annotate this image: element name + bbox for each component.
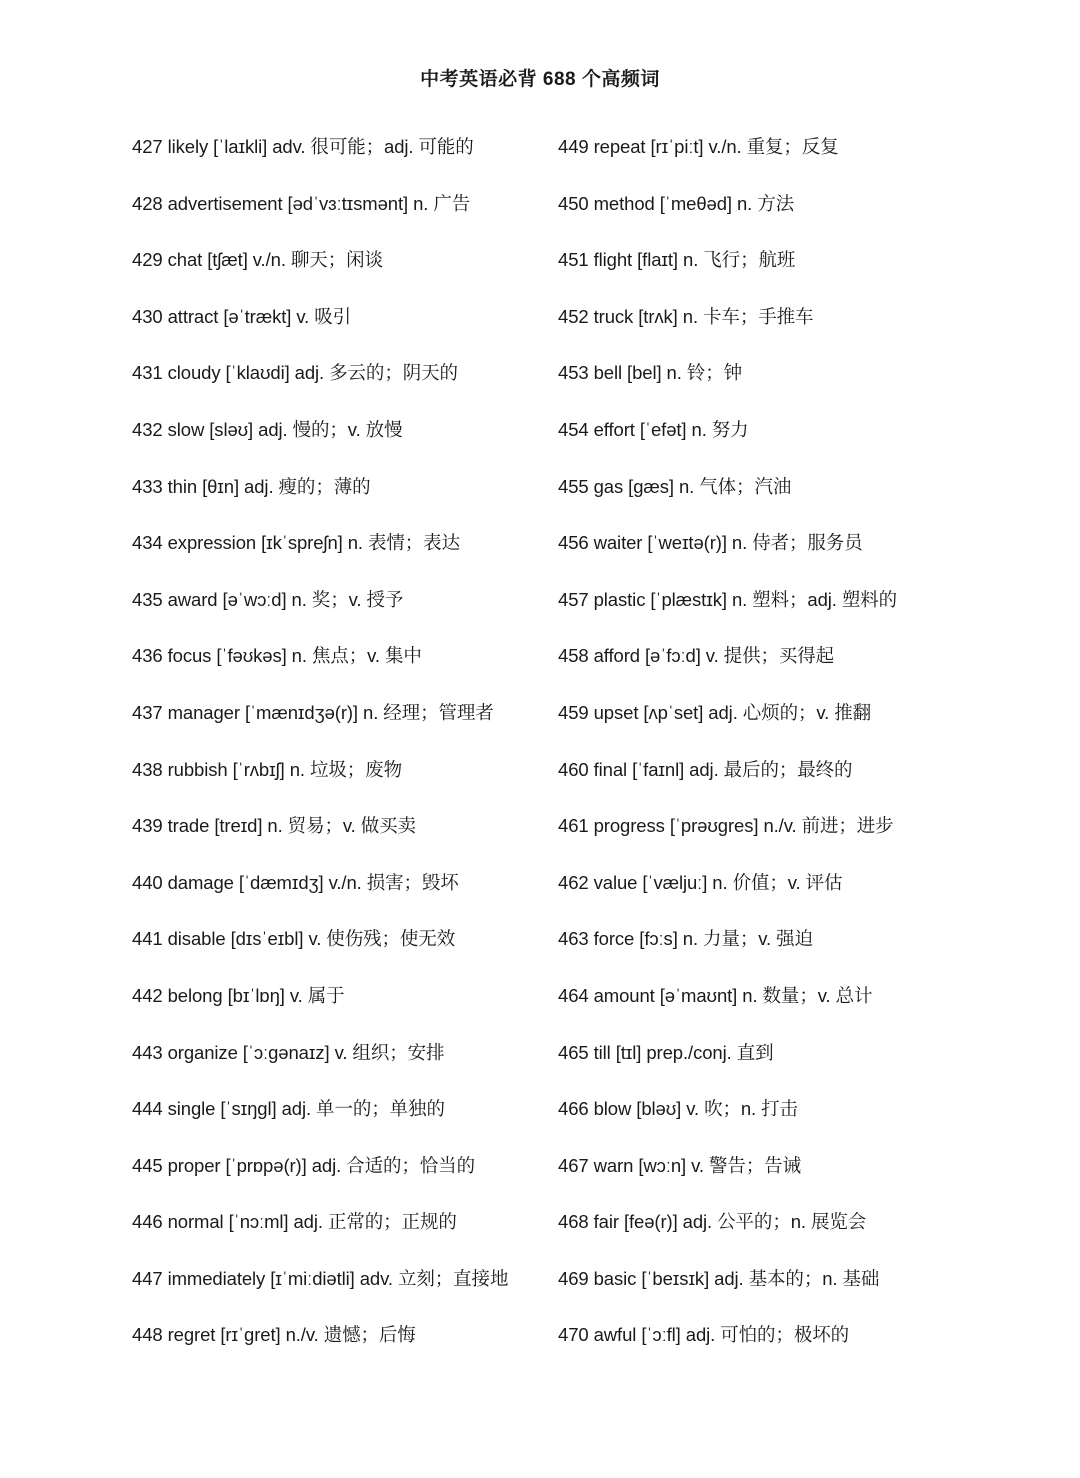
vocab-entry: 452 truck [trʌk] n. 卡车；手推车 [558, 305, 814, 327]
vocab-entry: 449 repeat [rɪˈpiːt] v./n. 重复；反复 [558, 136, 839, 157]
vocab-entry: 447 immediately [ɪˈmiːdiətli] adv. 立刻；直接地 [132, 1267, 509, 1289]
vocab-entry: 459 upset [ʌpˈset] adj. 心烦的；v. 推翻 [558, 701, 872, 723]
vocab-entry: 460 final [ˈfaɪnl] adj. 最后的；最终的 [558, 758, 853, 780]
vocab-entry: 429 chat [tʃæt] v./n. 聊天；闲谈 [132, 249, 383, 271]
vocab-entry: 435 award [əˈwɔːd] n. 奖；v. 授予 [132, 588, 404, 610]
vocab-entry: 458 afford [əˈfɔːd] v. 提供；买得起 [558, 645, 835, 667]
vocab-entry: 439 trade [treɪd] n. 贸易；v. 做买卖 [132, 815, 416, 837]
left-column [132, 132, 542, 1377]
vocab-entry: 427 likely [ˈlaɪkli] adv. 很可能；adj. 可能的 [132, 136, 474, 157]
vocab-entry: 464 amount [əˈmaʊnt] n. 数量；v. 总计 [558, 984, 873, 1006]
vocab-entry: 470 awful [ˈɔːfl] adj. 可怕的；极坏的 [558, 1324, 850, 1346]
vocab-entry: 434 expression [ɪkˈspreʃn] n. 表情；表达 [132, 532, 460, 554]
vocab-entry: 448 regret [rɪˈɡret] n./v. 遗憾；后悔 [132, 1324, 416, 1346]
vocab-entry: 431 cloudy [ˈklaʊdi] adj. 多云的；阴天的 [132, 362, 458, 384]
vocab-entry: 442 belong [bɪˈlɒŋ] v. 属于 [132, 984, 345, 1006]
vocab-entry: 428 advertisement [ədˈvɜːtɪsmənt] n. 广告 [132, 192, 471, 214]
vocab-entry: 436 focus [ˈfəʊkəs] n. 焦点；v. 集中 [132, 645, 422, 667]
vocab-entry: 468 fair [feə(r)] adj. 公平的；n. 展览会 [558, 1211, 867, 1233]
vocab-entry: 445 proper [ˈprɒpə(r)] adj. 合适的；恰当的 [132, 1154, 475, 1176]
vocab-entry: 444 single [ˈsɪŋɡl] adj. 单一的；单独的 [132, 1098, 445, 1120]
vocab-entry: 469 basic [ˈbeɪsɪk] adj. 基本的；n. 基础 [558, 1267, 880, 1289]
vocab-entry: 461 progress [ˈprəʊɡres] n./v. 前进；进步 [558, 815, 894, 837]
vocab-entry: 432 slow [sləʊ] adj. 慢的；v. 放慢 [132, 418, 403, 440]
vocab-entry: 441 disable [dɪsˈeɪbl] v. 使伤残；使无效 [132, 928, 456, 950]
vocab-entry: 446 normal [ˈnɔːml] adj. 正常的；正规的 [132, 1211, 457, 1233]
vocab-entry: 463 force [fɔːs] n. 力量；v. 强迫 [558, 928, 813, 950]
vocab-entry: 456 waiter [ˈweɪtə(r)] n. 侍者；服务员 [558, 532, 863, 554]
vocab-entry: 451 flight [flaɪt] n. 飞行；航班 [558, 249, 796, 271]
right-column [558, 132, 978, 1377]
vocab-entry: 465 till [tɪl] prep./conj. 直到 [558, 1041, 774, 1063]
vocab-entry: 443 organize [ˈɔːɡənaɪz] v. 组织；安排 [132, 1041, 445, 1063]
page-title: 中考英语必背 688 个高频词 [420, 69, 660, 90]
vocab-entry: 466 blow [bləʊ] v. 吹；n. 打击 [558, 1098, 798, 1120]
vocab-entry: 437 manager [ˈmænɪdʒə(r)] n. 经理；管理者 [132, 701, 494, 723]
vocab-entry: 457 plastic [ˈplæstɪk] n. 塑料；adj. 塑料的 [558, 588, 898, 610]
vocab-entry: 440 damage [ˈdæmɪdʒ] v./n. 损害；毁坏 [132, 871, 459, 893]
vocab-entry: 462 value [ˈvæljuː] n. 价值；v. 评估 [558, 871, 843, 893]
vocab-entry: 454 effort [ˈefət] n. 努力 [558, 418, 749, 440]
vocab-entry: 453 bell [bel] n. 铃；钟 [558, 362, 743, 384]
vocab-entry: 455 gas [ɡæs] n. 气体；汽油 [558, 475, 792, 497]
vocab-entry: 438 rubbish [ˈrʌbɪʃ] n. 垃圾；废物 [132, 758, 402, 780]
vocab-entry: 467 warn [wɔːn] v. 警告；告诫 [558, 1154, 801, 1176]
vocab-entry: 450 method [ˈmeθəd] n. 方法 [558, 192, 795, 214]
vocab-entry: 430 attract [əˈtrækt] v. 吸引 [132, 305, 352, 327]
vocab-entry: 433 thin [θɪn] adj. 瘦的；薄的 [132, 475, 371, 497]
